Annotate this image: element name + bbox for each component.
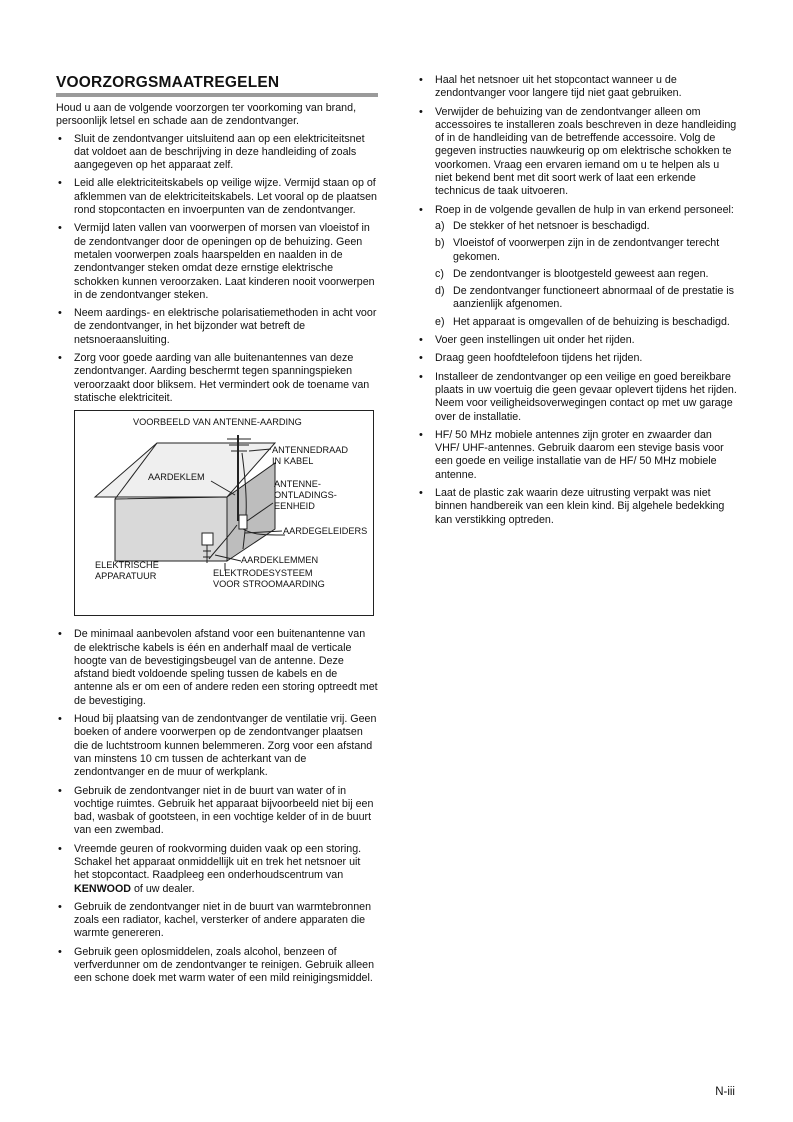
page-number: N-iii <box>715 1086 735 1098</box>
label-elektrodesysteem: ELEKTRODESYSTEEM VOOR STROOMAARDING <box>213 568 325 590</box>
sub-text: Vloeistof of voorwerpen zijn in de zendontvanger terecht gekomen. <box>453 237 720 263</box>
list-item: • Leid alle elektriciteitskabels op veilige wijze. Vermijd staan op of afklemmen van de elektriciteitskabels. Let vooral op de plaatsen rond stopcontacten en invoerpunten van de zendontvanger. <box>56 177 378 217</box>
left-column <box>56 74 378 991</box>
label-elektrische-apparatuur: ELEKTRISCHE APPARATUUR <box>95 560 159 582</box>
sub-marker: e) <box>435 315 445 328</box>
sub-list-item <box>435 316 739 329</box>
list-item: • Laat de plastic zak waarin deze uitrusting verpakt was niet binnen handbereik van een klein kind. Bij algehele bedekking kan verstikking optreden. <box>417 487 739 527</box>
list-item: • Installeer de zendontvanger op een veilige en goed bereikbare plaats in uw voertuig die geen gevaar oplevert tijdens het rijden. Neem voor veiligheidsoverwegingen contact op met uw garage over de installatie. <box>417 371 739 424</box>
precautions-list-a <box>56 133 378 406</box>
precautions-list-b <box>56 628 378 985</box>
list-item: • Sluit de zendontvanger uitsluitend aan op een elektriciteitsnet dat voldoet aan de beschrijving in deze handleiding of zoals aangegeven op het apparaat zelf. <box>56 133 378 173</box>
list-item: • Neem aardings- en elektrische polarisatiemethoden in acht voor de zendontvanger, in het bijzonder wat betreft de netsnoeraansluiting. <box>56 307 378 347</box>
sub-marker: d) <box>435 285 445 298</box>
sub-list-item <box>435 268 739 281</box>
list-item: • Voer geen instellingen uit onder het rijden. <box>417 334 739 347</box>
help-item-text: Roep in de volgende gevallen de hulp in van erkend personeel: <box>435 203 734 216</box>
list-item: • Gebruik de zendontvanger niet in de buurt van water of in vochtige ruimtes. Gebruik het apparaat bijvoorbeeld niet bij een bad, wasbak of gootsteen, in een vochtige kelder of in de buurt van een zwembad. <box>56 785 378 838</box>
right-column <box>417 74 739 532</box>
intro-paragraph: Houd u aan de volgende voorzorgen ter voorkoming van brand, persoonlijk letsel en schade aan de zendontvanger. <box>56 102 357 128</box>
list-item: • Zorg voor goede aarding van alle buitenantennes van deze zendontvanger. Aarding beschermt tegen spanningspieken veroorzaakt door bliksem. Het vermindert ook de toename van statische elektriciteit. <box>56 352 378 405</box>
list-item: • Vermijd laten vallen van voorwerpen of morsen van vloeistof in de zendontvanger door de openingen op de behuizing. Geen metalen voorwerpen zoals haarspelden en naalden in de zendontvanger steken omdat deze ernstige elektrische schokken kunnen veroorzaken. Laat kinderen nooit voorwerpen in de zendontvanger steken. <box>56 222 378 302</box>
sub-list-item <box>435 285 739 312</box>
help-sub-list <box>435 220 739 329</box>
antenna-grounding-diagram <box>74 410 374 616</box>
label-antennedraad: ANTENNEDRAAD IN KABEL <box>272 445 349 467</box>
title-underline <box>56 93 378 97</box>
label-aardegeleiders: AARDEGELEIDERS <box>283 526 368 537</box>
sub-text: De zendontvanger is blootgesteld geweest aan regen. <box>453 267 709 280</box>
list-item: • De minimaal aanbevolen afstand voor een buitenantenne van de elektrische kabels is één en anderhalf maal de verticale hoogte van de bevestigingsbeugel van de antenne. Deze afstand biedt voldoende speling tussen de kabels en de antenne als er om een of andere reden een storing optreedt met de bevestiging. <box>56 628 378 708</box>
odor-text-after: of uw dealer. <box>131 882 195 895</box>
label-aardeklemmen: AARDEKLEMMEN <box>241 555 319 566</box>
page-title: VOORZORGSMAATREGELEN <box>56 74 280 91</box>
precautions-list-right <box>417 74 739 527</box>
label-aardeklem: AARDEKLEM <box>148 472 205 483</box>
list-item <box>56 843 378 896</box>
sub-marker: a) <box>435 219 445 232</box>
sub-text: De stekker of het netsnoer is beschadigd. <box>453 219 650 232</box>
sub-text: Het apparaat is omgevallen of de behuizing is beschadigd. <box>453 315 730 328</box>
list-item: • Draag geen hoofdtelefoon tijdens het rijden. <box>417 352 739 365</box>
sub-marker: b) <box>435 237 445 250</box>
list-item: • Gebruik geen oplosmiddelen, zoals alcohol, benzeen of verfverdunner om de zendontvanger te reinigen. Gebruik alleen een schone doek met warm water of een mild reinigingsmiddel. <box>56 946 378 986</box>
odor-text-before: Vreemde geuren of rookvorming duiden vaak op een storing. Schakel het apparaat onmiddellijk uit en trek het netsnoer uit het stopcontact. Raadpleeg een onderhoudscentrum van <box>74 842 362 882</box>
sub-text: De zendontvanger functioneert abnormaal of de prestatie is aanzienlijk afgenomen. <box>453 285 735 311</box>
list-item: • HF/ 50 MHz mobiele antennes zijn groter en zwaarder dan VHF/ UHF-antennes. Gebruik daarom een stevige basis voor een goede en veilige installatie van de HF/ 50 MHz mobiele antenne. <box>417 429 739 482</box>
label-ontladingseenheid: ANTENNE- ONTLADINGS- EENHEID <box>274 479 337 512</box>
brand-name: KENWOOD <box>74 882 131 895</box>
diagram-title: VOORBEELD VAN ANTENNE-AARDING <box>133 417 302 428</box>
list-item <box>417 204 739 329</box>
list-item: • Verwijder de behuizing van de zendontvanger alleen om accessoires te installeren zoals beschreven in deze handleiding of in de handleiding van de betreffende accessoire. Volg de gegeven instructies nauwkeurig op om elektrische schokken te voorkomen. Vraag een ervaren iemand om u te helpen als u niet bekend bent met dit soort werk of laat een erkende technicus de taak uitvoeren. <box>417 106 739 199</box>
list-item: • Gebruik de zendontvanger niet in de buurt van warmtebronnen zoals een radiator, kachel, versterker of andere apparaten die warmte genereren. <box>56 901 378 941</box>
sub-list-item <box>435 237 739 264</box>
list-item: • Houd bij plaatsing van de zendontvanger de ventilatie vrij. Geen boeken of andere voorwerpen op de zendontvanger plaatsen die de luchtstroom kunnen belemmeren. Zorg voor een afstand van minstens 10 cm tussen de achterkant van de zendontvanger en de muur of werkplank. <box>56 713 378 779</box>
list-item: • Haal het netsnoer uit het stopcontact wanneer u de zendontvanger voor langere tijd niet gaat gebruiken. <box>417 74 739 101</box>
sub-list-item <box>435 220 739 233</box>
sub-marker: c) <box>435 267 444 280</box>
